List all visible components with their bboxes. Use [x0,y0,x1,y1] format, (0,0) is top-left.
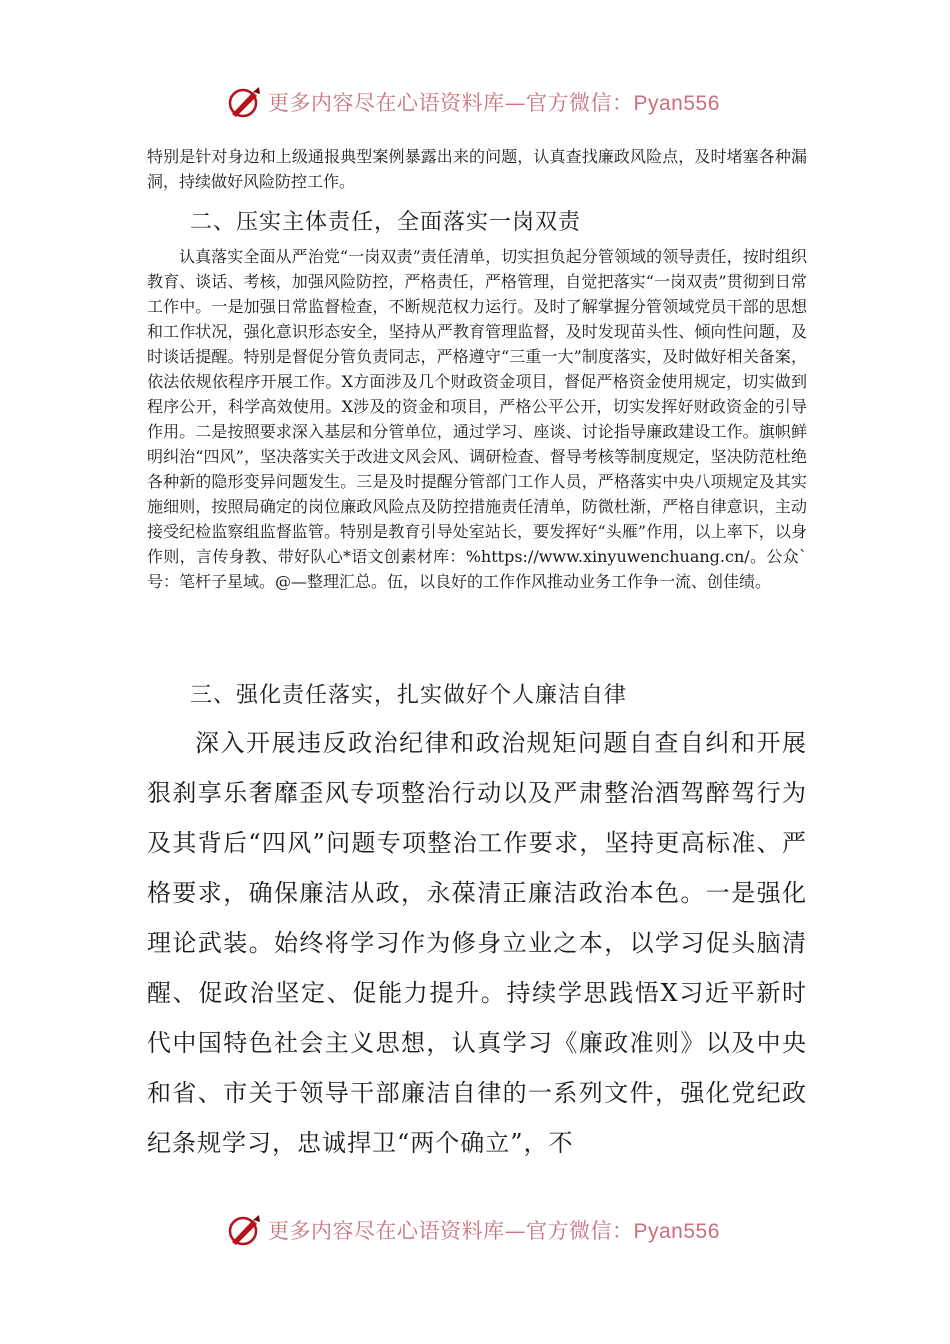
section-2-body: 认真落实全面从严治党“一岗双责”责任清单，切实担负起分管领域的领导责任，按时组织教育、谈话、考核，加强风险防控，严格责任，严格管理，自觉把落实“一岗双责”贯彻到日常工作中。一是加强日常监督检查，不断规范权力运行。及时了解掌握分管领域党员干部的思想和工作状况，强化意识形态安全，坚持从严教育管理监督，及时发现苗头性、倾向性问题，及时谈话提醒。特别是督促分管负责同志，严格遵守“三重一大”制度落实，及时做好相关备案，依法依规依程序开展工作。X方面涉及几个财政资金项目，督促严格资金使用规定，切实做到程序公开，科学高效使用。X涉及的资金和项目，严格公平公开，切实发挥好财政资金的引导作用。二是按照要求深入基层和分管单位，通过学习、座谈、讨论指导廉政建设工作。旗帜鲜明纠治“四风”，坚决落实关于改进文风会风、调研检查、督导考核等制度规定，坚决防范杜绝各种新的隐形变异问题发生。三是及时提醒分管部门工作人员，严格落实中央八项规定及其实施细则，按照局确定的岗位廉政风险点及防控措施责任清单，防微杜渐，严格自律意识，主动接受纪检监察组监督监管。特别是教育引导处室站长，要发挥好“头雁”作用，以上率下，以身作则，言传身教、带好队心*语文创素材库：%https://www.xinyuwenchuang.cn/。公众`号：笔杆子星域。@—整理汇总。伍，以良好的工作作风推动业务工作争一流、创佳绩。 [147,247,807,591]
footer-watermark-banner [0,1208,950,1252]
paragraph-continuation: 特别是针对身边和上级通报典型案例暴露出来的问题，认真查找廉政风险点，及时堵塞各种漏洞，持续做好风险防控工作。 [147,147,807,191]
section-heading-3: 三、强化责任落实，扎实做好个人廉洁自律 [190,683,628,708]
pen-nib-circle-icon [226,84,262,120]
header-watermark-banner [0,80,950,124]
watermark-text: 更多内容尽在心语资料库—官方微信：Pyan556 [268,1219,720,1243]
pen-nib-circle-icon [226,1212,262,1248]
section-3-body: 深入开展违反政治纪律和政治规矩问题自查自纠和开展狠刹享乐奢靡歪风专项整治行动以及严肃整治酒驾醉驾行为及其背后“四风”问题专项整治工作要求，坚持更高标准、严格要求，确保廉洁从政，永葆清正廉洁政治本色。一是强化理论武装。始终将学习作为修身立业之本，以学习促头脑清醒、促政治坚定、促能力提升。持续学思践悟X习近平新时代中国特色社会主义思想，认真学习《廉政准则》以及中央和省、市关于领导干部廉洁自律的一系列文件，强化党纪政纪条规学习，忠诚捍卫“两个确立”，不 [147,729,807,1157]
watermark-text: 更多内容尽在心语资料库—官方微信：Pyan556 [268,91,720,115]
section-heading-2: 二、压实主体责任，全面落实一岗双责 [190,210,582,235]
